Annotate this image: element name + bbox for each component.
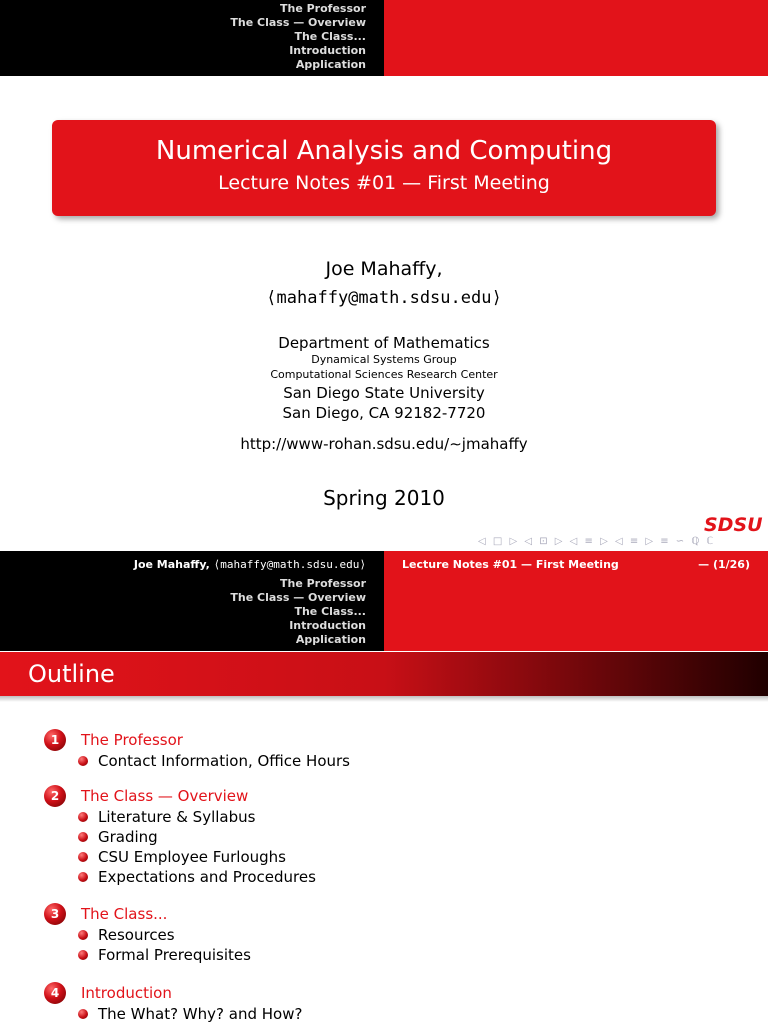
outline-section-4 [44,982,744,1024]
bullet-ball-icon [78,812,88,822]
nav-item-introduction[interactable]: Introduction [289,44,366,57]
outline-heading-shadow [0,696,768,702]
footer-header-bar [0,551,768,651]
subsection-item[interactable] [78,945,744,965]
slide-subtitle: Lecture Notes #01 — First Meeting [218,172,550,194]
section-1-header[interactable] [44,729,744,751]
bullet-ball-icon [78,832,88,842]
group: Dynamical Systems Group [311,353,457,366]
subsection-item[interactable] [78,925,744,945]
section-number-ball: 2 [44,785,66,807]
section-title[interactable]: The Class — Overview [81,787,249,805]
header-right-red [384,0,768,76]
university: San Diego State University [283,384,485,402]
subsection-label[interactable]: Literature & Syllabus [98,808,256,826]
section-3-header[interactable] [44,903,744,925]
subsection-item[interactable] [78,751,744,771]
subsection-label[interactable]: Contact Information, Office Hours [98,752,350,770]
title-block [52,120,716,216]
slide-title: Numerical Analysis and Computing [155,136,613,166]
nav-item-class-overview[interactable]: The Class — Overview [230,16,366,29]
section-number-ball: 1 [44,729,66,751]
outline-section-1 [44,729,744,771]
section-title[interactable]: The Class... [81,905,168,923]
section-2-header[interactable] [44,785,744,807]
bullet-ball-icon [78,950,88,960]
nav2-item-introduction[interactable]: Introduction [289,619,366,632]
subsection-item[interactable] [78,827,744,847]
bullet-ball-icon [78,756,88,766]
date: Spring 2010 [323,486,445,510]
subsection-label[interactable]: Resources [98,926,175,944]
author-name: Joe Mahaffy, [325,258,443,280]
subsection-item[interactable] [78,1004,744,1024]
nav2-item-professor[interactable]: The Professor [280,577,366,590]
nav-item-professor[interactable]: The Professor [280,2,366,15]
section-4-header[interactable] [44,982,744,1004]
footer-page-number: — (1/26) [698,558,750,571]
homepage-link[interactable]: http://www-rohan.sdsu.edu/∼jmahaffy [240,435,528,453]
footer-author [134,558,366,571]
outline-section-3 [44,903,744,965]
nav2-item-class-overview[interactable]: The Class — Overview [230,591,366,604]
bullet-ball-icon [78,1009,88,1019]
subsection-label[interactable]: Formal Prerequisites [98,946,251,964]
subsection-label[interactable]: Grading [98,828,158,846]
section-nav-second [230,577,366,647]
outline-section-2 [44,785,744,887]
sdsu-logo: SDSU [704,514,763,536]
subsection-item[interactable] [78,867,744,887]
department: Department of Mathematics [278,334,490,352]
top-header-bar [0,0,768,76]
bullet-ball-icon [78,930,88,940]
city: San Diego, CA 92182-7720 [282,404,486,422]
nav2-item-application[interactable]: Application [295,633,366,646]
subsection-label[interactable]: The What? Why? and How? [98,1005,303,1023]
bullet-ball-icon [78,852,88,862]
section-title[interactable]: Introduction [81,984,172,1002]
footer-lecture: Lecture Notes #01 — First Meeting [402,558,619,571]
section-nav-top [230,2,366,72]
section-number-ball: 4 [44,982,66,1004]
research-center: Computational Sciences Research Center [270,368,498,381]
subsection-item[interactable] [78,847,744,867]
author-email: ⟨mahaffy@math.sdsu.edu⟩ [266,288,502,308]
outline-heading: Outline [0,652,768,696]
section-title[interactable]: The Professor [81,731,183,749]
nav-item-application[interactable]: Application [295,58,366,71]
subsection-label[interactable]: Expectations and Procedures [98,868,316,886]
bullet-ball-icon [78,872,88,882]
footer-author-name: Joe Mahaffy, [133,558,210,571]
nav-item-class[interactable]: The Class... [294,30,366,43]
subsection-label[interactable]: CSU Employee Furloughs [98,848,286,866]
beamer-nav-symbols[interactable]: ◁ □ ▷ ◁ ⊡ ▷ ◁ ≡ ▷ ◁ ≡ ▷ ≡ ∽ ℚ ℂ [478,536,716,547]
nav2-item-class[interactable]: The Class... [294,605,366,618]
subsection-item[interactable] [78,807,744,827]
section-number-ball: 3 [44,903,66,925]
footer-author-email: ⟨mahaffy@math.sdsu.edu⟩ [213,558,366,571]
